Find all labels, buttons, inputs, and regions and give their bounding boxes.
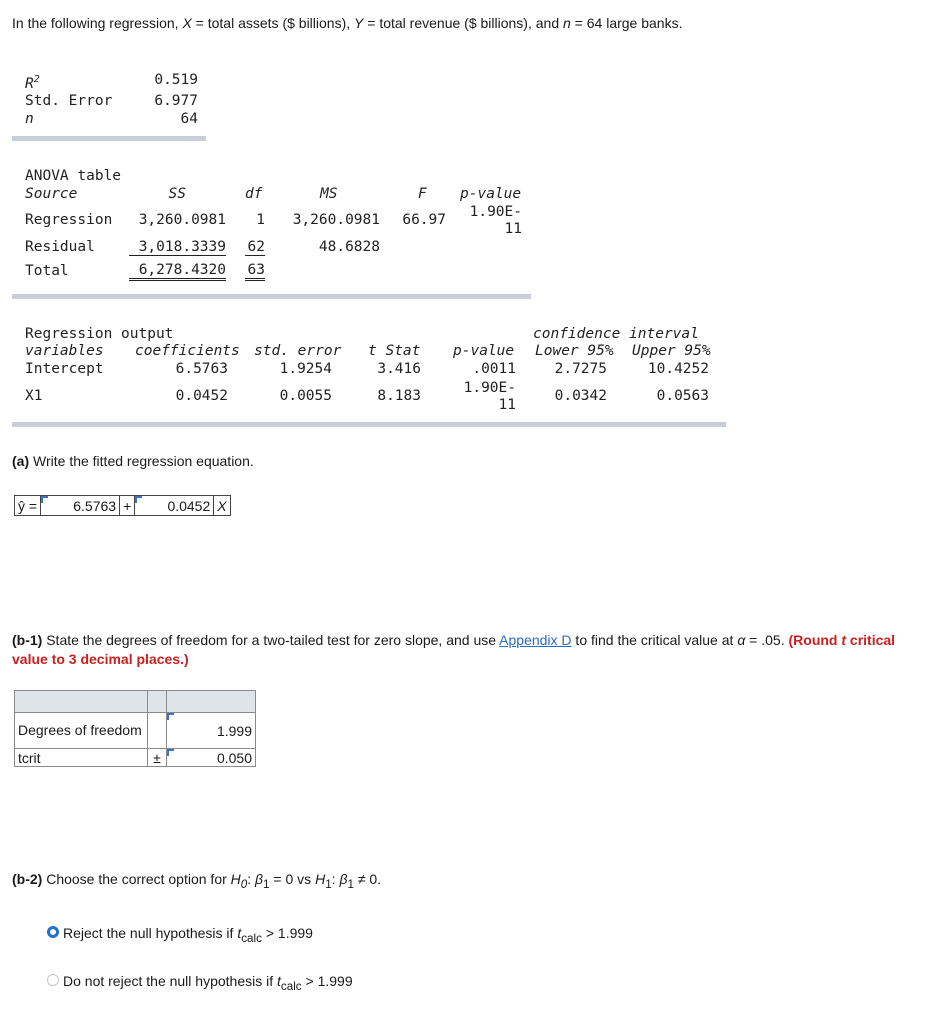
anova-regression-f: 66.97 (402, 212, 446, 228)
reg-header-variables: variables (25, 343, 104, 359)
appendix-d-link[interactable]: Appendix D (499, 632, 572, 648)
anova-regression-ms: 3,260.0981 (292, 212, 380, 228)
reg-header-upper: Upper 95% (632, 343, 711, 359)
anova-header-df: df (245, 186, 263, 202)
x-variable: X (217, 497, 227, 514)
reg-intercept-upper: 10.4252 (647, 361, 709, 377)
option-reject-radio[interactable] (47, 926, 59, 938)
anova-total-df: 63 (245, 262, 265, 281)
intercept-input[interactable]: 6.5763 (41, 496, 120, 515)
ci-label: confidence interval (533, 326, 699, 342)
reg-intercept-var: Intercept (25, 361, 104, 377)
std-error-value: 6.977 (154, 93, 198, 109)
df-blank (148, 713, 167, 749)
std-error-label: Std. Error (25, 93, 113, 109)
fitted-equation (14, 495, 231, 516)
reg-x1-se: 0.0055 (279, 388, 332, 404)
intro-text: In the following regression, X = total assets ($ billions), Y = total revenue ($ billions), and n = 64 large banks. (12, 15, 683, 31)
reg-x1-lower: 0.0342 (554, 388, 607, 404)
anova-header-ss: SS (168, 186, 186, 202)
df-label: Degrees of freedom (15, 713, 148, 749)
anova-regression-ss: 3,260.0981 (138, 212, 226, 228)
anova-divider (12, 294, 531, 299)
df-input[interactable]: 1.999 (167, 713, 256, 749)
n-label: n (25, 111, 34, 127)
part-a-question: (a) Write the fitted regression equation. (12, 453, 254, 469)
anova-header-pvalue: p-value (460, 186, 522, 202)
reg-intercept-t: 3.416 (377, 361, 421, 377)
tcrit-label: tcrit (15, 749, 148, 767)
anova-header-ms: MS (320, 186, 338, 202)
anova-residual-df: 62 (245, 239, 265, 256)
option-do-not-reject-radio[interactable] (47, 974, 59, 986)
reg-intercept-p: .0011 (472, 361, 516, 377)
reg-header-lower: Lower 95% (535, 343, 614, 359)
reg-x1-coef: 0.0452 (175, 388, 228, 404)
reg-header-t-stat: t Stat (368, 343, 421, 359)
n-value: 64 (180, 111, 198, 127)
critical-value-table (14, 690, 256, 767)
table-header-cell (148, 691, 167, 713)
plus-sign: + (120, 496, 135, 515)
reg-intercept-lower: 2.7275 (554, 361, 607, 377)
part-b2-question: (b-2) Choose the correct option for $H_0$: $\beta_1 = 0$ vs $H_1$: $\beta_1 \ne 0$. (12, 871, 382, 891)
anova-regression-df: 1 (256, 212, 265, 228)
reg-x1-t: 8.183 (377, 388, 421, 404)
part-b1-question: (b-1) State the degrees of freedom for a two-tailed test for zero slope, and use Appendix D to find the critical value at α = .05. (Round t critical value to 3 decimal places.) (12, 632, 896, 667)
yhat-label: ŷ = (15, 496, 41, 515)
reg-x1-p: 1.90E- 11 (463, 380, 516, 413)
anova-residual-ms: 48.6828 (318, 239, 380, 255)
anova-regression-source: Regression (25, 212, 113, 228)
anova-title: ANOVA table (25, 168, 122, 184)
tcrit-input[interactable]: 0.050 (167, 749, 256, 767)
table-header-cell (15, 691, 148, 713)
reg-x1-upper: 0.0563 (656, 388, 709, 404)
anova-header-f: F (418, 186, 427, 202)
regression-title: Regression output (25, 326, 174, 342)
anova-total-ss: 6,278.4320 (129, 262, 226, 281)
anova-total-source: Total (25, 263, 69, 279)
reg-header-p-value: p-value (453, 343, 515, 359)
r2-value: 0.519 (154, 72, 198, 88)
r2-label: $R^2$ (25, 74, 40, 92)
reg-header-coefficients: coefficients (135, 343, 240, 359)
option-reject-label[interactable]: Reject the null hypothesis if $t_{calc} > 1.999$ (63, 925, 313, 945)
reg-x1-var: X1 (25, 388, 43, 404)
anova-header-source: Source (25, 186, 78, 202)
summary-divider (12, 136, 206, 141)
table-header-cell (167, 691, 256, 713)
anova-residual-ss: 3,018.3339 (129, 239, 226, 256)
regression-divider (12, 422, 726, 427)
anova-residual-source: Residual (25, 239, 95, 255)
option-do-not-reject-label[interactable]: Do not reject the null hypothesis if $t_{calc} > 1.999$ (63, 973, 353, 993)
reg-header-std-error: std. error (254, 343, 342, 359)
slope-input[interactable]: 0.0452 (135, 496, 214, 515)
reg-intercept-coef: 6.5763 (175, 361, 228, 377)
plus-minus: ± (148, 749, 167, 767)
reg-intercept-se: 1.9254 (279, 361, 332, 377)
anova-regression-p: 1.90E- 11 (469, 204, 522, 237)
